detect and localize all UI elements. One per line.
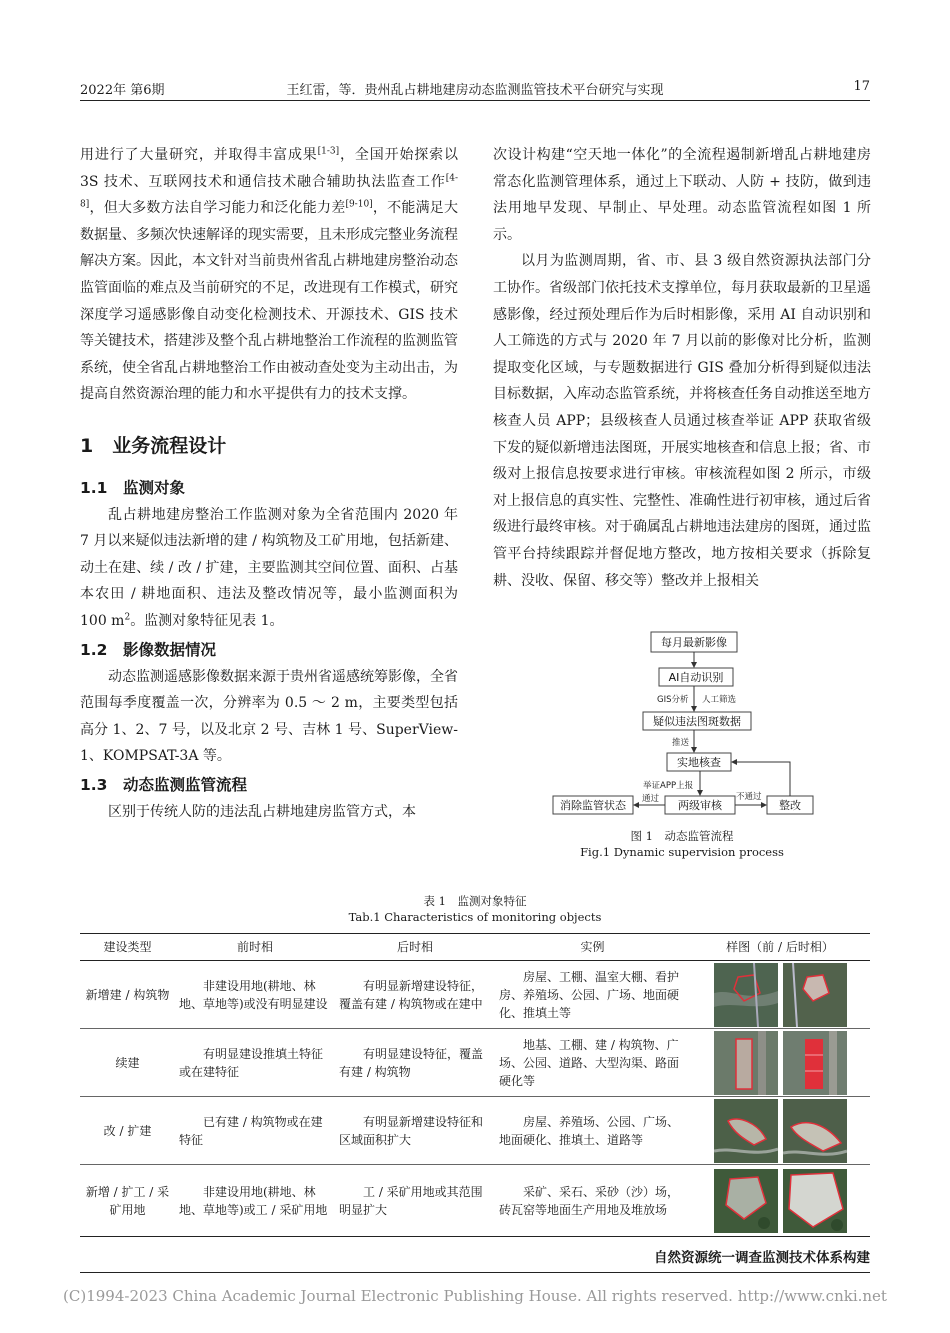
flow-text-latest-imagery: 每月最新影像 [661,636,727,649]
figure-caption [493,828,871,860]
section-heading-1-1: 1.1 监测对象 [80,478,185,497]
sample-image-before [714,1031,778,1095]
flow-text-ai-recognition: AI自动识别 [668,671,724,684]
header-after: 后时相 [335,934,495,961]
table-caption-cn: 表 1 监测对象特征 [423,894,527,908]
intro-paragraph: 用进行了大量研究，并取得丰富成果[1-3]，全国开始探索以 3S 技术、互联网技术和通信技术融合辅助执法监查工作[4-8]，但大多数方法自学习能力和泛化能力差[9-10]，不能满足大数据量、多频次快速解译的现实需要，且未形成完整业务流程解决方案。因此，本文针对当前贵州省乱占耕地建房整治动态监管面临的难点及当前研究的不足，改进现有工作模式，研究深度学习遥感影像自动变化检测技术、开源技术、GIS 技术等关键技术，搭建涉及整个乱占耕地整治工作流程的监测监管系统，使全省乱占耕地整治工作由被动查处变为主动出击，为提高自然资源治理的能力和水平提供有力的技术支撑。 [80,146,459,403]
section-heading-1-2: 1.2 影像数据情况 [80,640,216,659]
arrow-rectify-back [732,762,790,796]
cell-type: 新增建 / 构筑物 [80,961,175,1029]
flow-label-pass: 通过 [642,794,660,804]
cell-before: 非建设用地(耕地、林地、草地等)或没有明显建设 [175,961,335,1029]
cell-before: 非建设用地(耕地、林地、草地等)或工 / 采矿用地 [175,1165,335,1237]
cell-before: 已有建 / 构筑物或在建特征 [175,1097,335,1165]
sample-image-before [714,963,778,1027]
figure-caption-cn: 图 1 动态监管流程 [630,829,734,843]
sample-image-after [783,1169,847,1233]
imagery-paragraph: 动态监测遥感影像数据来源于贵州省遥感统筹影像，全省范围每季度覆盖一次，分辨率为 0.5 ～ 2 m，主要类型包括高分 1、2、7 号，以及北京 2 号、吉林 1 号、SuperView-1、KOMPSAT-3A 等。 [80,668,458,765]
cell-after: 工 / 采矿用地或其范围明显扩大 [335,1165,495,1237]
sample-image-after [783,1031,847,1095]
sample-image-before [714,1169,778,1233]
flow-label-push: 推送 [672,738,690,748]
flowchart-figure [548,630,828,830]
table-row [80,961,870,1029]
cell-before: 有明显建设推填土特征或在建特征 [175,1029,335,1097]
copyright-watermark: (C)1994-2023 China Academic Journal Electronic Publishing House. All rights reserved. http://www.cnki.net [63,1287,887,1305]
footer-section-title: 自然资源统一调查监测技术体系构建 [654,1250,870,1266]
cell-after: 有明显新增建设特征，覆盖有建 / 构筑物或在建中 [335,961,495,1029]
header-sample: 样图（前 / 后时相） [690,934,870,961]
header-before: 前时相 [175,934,335,961]
flow-text-field-check: 实地核查 [677,756,721,769]
flow-label-fail: 不通过 [736,792,762,802]
flow-label-gis: GIS分析 [657,695,689,705]
monitoring-object-paragraph: 乱占耕地建房整治工作监测对象为全省范围内 2020 年 7 月以来疑似违法新增的建 / 构筑物及工矿用地，包括新建、动土在建、续 / 改 / 扩建，主要监测其空间位置、面积、占基本农田 / 耕地面积、违法及整改情况等，最小监测面积为 100 $m^2$。监测对象特征见表 1。 [80,506,458,629]
table-caption-en: Tab.1 Characteristics of monitoring objects [348,910,602,924]
flow-text-rectify: 整改 [779,799,801,812]
section-heading-1-3: 1.3 动态监测监管流程 [80,775,247,794]
flow-text-suspected-data: 疑似违法图斑数据 [653,715,741,728]
process-paragraph: 区别于传统人防的违法乱占耕地建房监管方式，本 [108,803,416,820]
monitoring-objects-table [80,933,870,1237]
sample-image-after [783,963,847,1027]
sample-image-after [783,1099,847,1163]
right-column [493,142,871,594]
figure-caption-en: Fig.1 Dynamic supervision process [580,845,784,859]
cell-example: 地基、工棚、建 / 构筑物、广场、公园、道路、大型沟渠、路面硬化等 [495,1029,690,1097]
header-type: 建设类型 [80,934,175,961]
table-row [80,1097,870,1165]
cell-example: 房屋、养殖场、公园、广场、地面硬化、推填土、道路等 [495,1097,690,1165]
flow-label-app: 举证APP上报 [643,781,694,791]
running-header [80,76,870,101]
footer-rule [80,1272,870,1273]
table-caption [80,893,870,925]
cell-sample [690,1097,870,1165]
cell-after: 有明显建设特征，覆盖有建 / 构筑物 [335,1029,495,1097]
header-example: 实例 [495,934,690,961]
cell-type: 续建 [80,1029,175,1097]
issue-label: 2022年 第6期 [80,83,165,98]
cell-example: 采矿、采石、采砂（沙）场，砖瓦窑等地面生产用地及堆放场 [495,1165,690,1237]
right-paragraph-2: 以月为监测周期，省、市、县 3 级自然资源执法部门分工协作。省级部门依托技术支撑单位，每月获取最新的卫星遥感影像，经过预处理后作为后时相影像，采用 AI 自动识别和人工筛选的方式与 2020 年 7 月以前的影像对比分析，监测提取变化区域，与专题数据进行 GIS 叠加分析得到疑似违法目标数据，入库动态监管系统，并将核查任务自动推送至地方核查人员 APP；县级核查人员通过核查举证 APP 获取省级下发的疑似新增违法图斑，开展实地核查和信息上报；省、市级对上报信息按要求进行审核。审核流程如图 2 所示，市级对上报信息的真实性、完整性、准确性进行初审核，通过后省级进行最终审核。对于确属乱占耕地违法建房的图斑，通过监管平台持续跟踪并督促地方整改，地方按相关要求（拆除复耕、没收、保留、移交等）整改并上报相关 [493,253,871,589]
section-heading-1: 1 业务流程设计 [80,434,227,457]
cell-type: 新增 / 扩工 / 采矿用地 [80,1165,175,1237]
cell-sample [690,1165,870,1237]
table-header-row [80,934,870,961]
right-paragraph-1: 次设计构建“空天地一体化”的全流程遏制新增乱占耕地建房常态化监测管理体系，通过上下联动、人防 + 技防，做到违法用地早发现、早制止、早处理。动态监管流程如图 1 所示。 [493,147,871,243]
table-row [80,1165,870,1237]
cell-type: 改 / 扩建 [80,1097,175,1165]
cell-sample [690,961,870,1029]
sample-image-before [714,1099,778,1163]
left-column [80,142,458,825]
page-number: 17 [853,79,870,94]
running-title: 王红雷，等．贵州乱占耕地建房动态监测监管技术平台研究与实现 [286,83,664,98]
cell-after: 有明显新增建设特征和区域面积扩大 [335,1097,495,1165]
flow-text-remove-supervision: 消除监管状态 [560,799,626,812]
flow-label-manual: 人工筛选 [702,695,737,705]
cell-sample [690,1029,870,1097]
table-row [80,1029,870,1097]
cell-example: 房屋、工棚、温室大棚、看护房、养殖场、公园、广场、地面硬化、推填土等 [495,961,690,1029]
flow-text-review: 两级审核 [678,799,722,812]
